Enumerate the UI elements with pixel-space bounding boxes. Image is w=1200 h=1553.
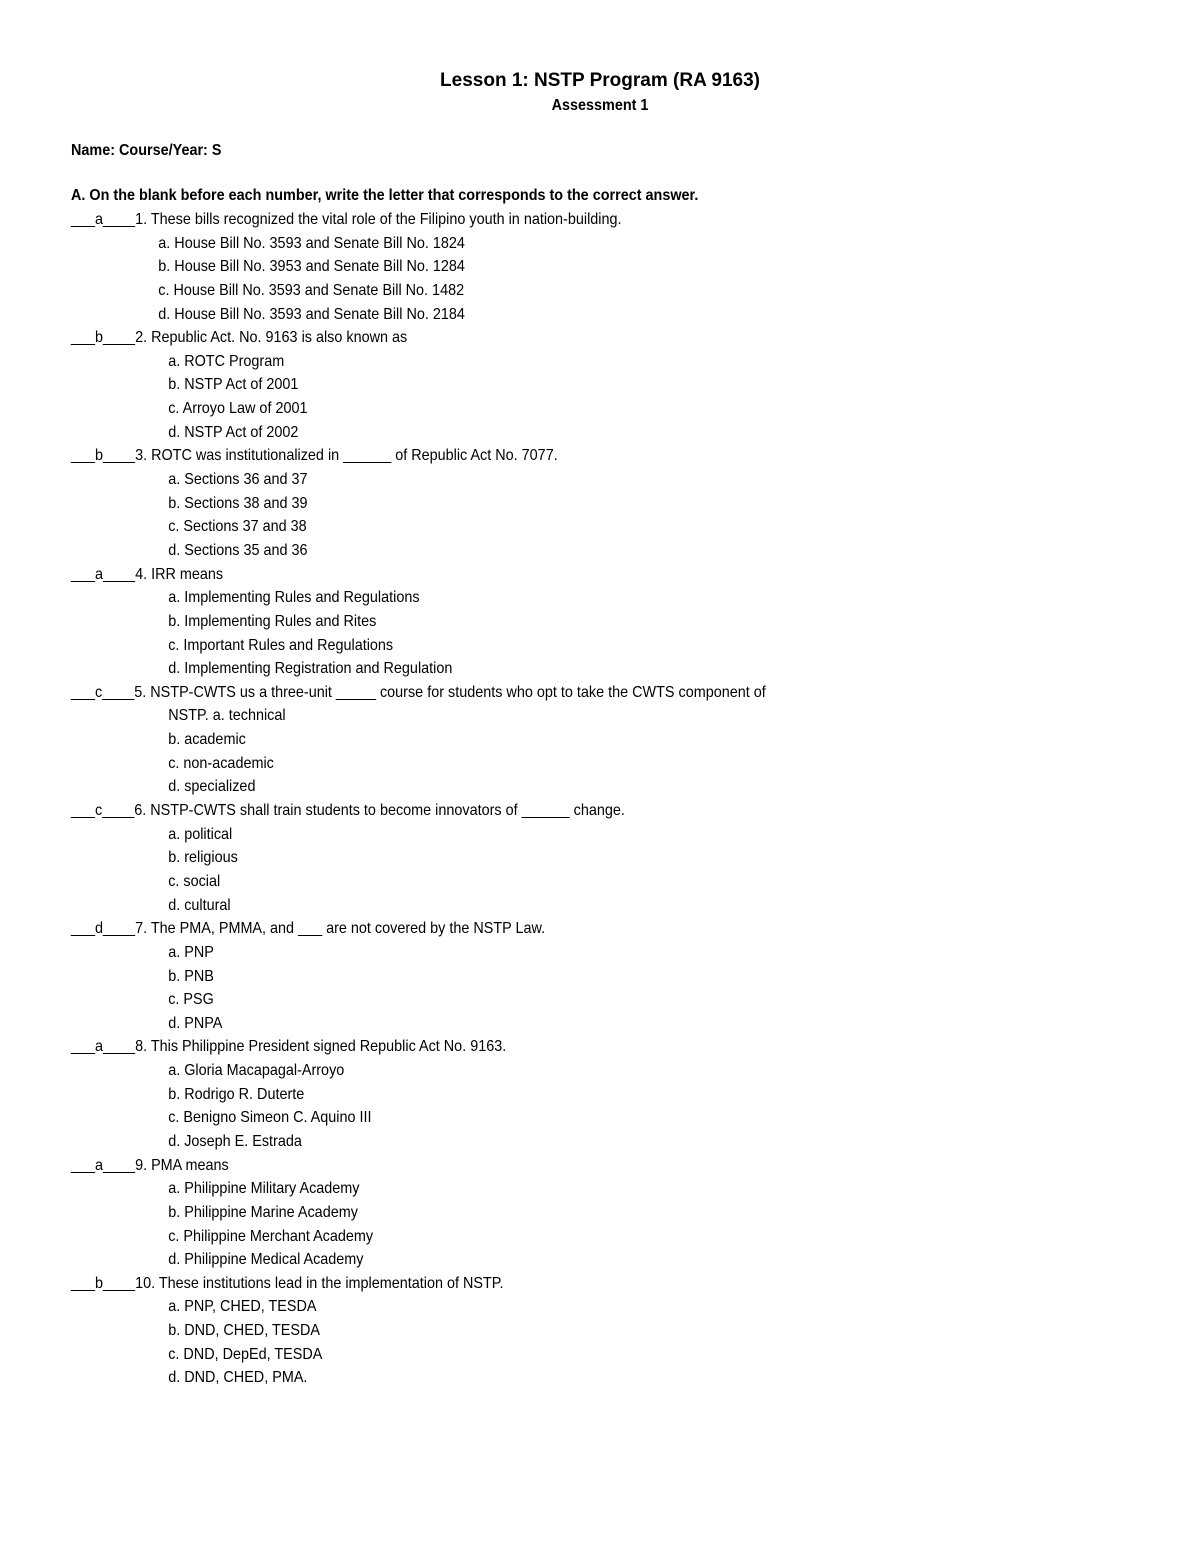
section-a-instruction: A. On the blank before each number, write the letter that corresponds to the correct answer.	[71, 187, 699, 204]
question-3	[71, 444, 1061, 468]
option-item: c. Philippine Merchant Academy	[168, 1227, 374, 1245]
answer-blank: ___b____	[71, 329, 136, 347]
question-2	[71, 326, 1061, 350]
option-item: a. political	[168, 825, 233, 843]
question-text: 4. IRR means	[135, 565, 224, 583]
question-text: 7. The PMA, PMMA, and ___ are not covered by the NSTP Law.	[135, 920, 546, 938]
option-item: d. Implementing Registration and Regulation	[168, 660, 453, 678]
page-title: Lesson 1: NSTP Program (RA 9163)	[440, 70, 760, 91]
answer-blank: ___a____	[71, 565, 136, 583]
question-text: 5. NSTP-CWTS us a three-unit _____ course for students who opt to take the CWTS component of	[134, 683, 766, 701]
option-item: b. NSTP Act of 2001	[168, 376, 299, 394]
answer-blank: ___d____	[71, 920, 136, 938]
option-item: b. PNB	[168, 967, 214, 985]
question-8	[71, 1035, 1061, 1059]
answer-blank: ___a____	[71, 1156, 136, 1174]
question-text: 10. These institutions lead in the implementation of NSTP.	[135, 1274, 504, 1292]
option-item: c. PSG	[168, 991, 214, 1009]
option-item: c. Benigno Simeon C. Aquino III	[168, 1109, 372, 1127]
question-text: 8. This Philippine President signed Republic Act No. 9163.	[135, 1038, 507, 1056]
question-text: 9. PMA means	[135, 1156, 229, 1174]
question-9	[71, 1154, 1061, 1178]
option-item: a. ROTC Program	[168, 352, 285, 370]
option-item: d. PNPA	[168, 1014, 223, 1032]
option-item: d. Philippine Medical Academy	[168, 1251, 364, 1269]
option-item: c. DND, DepEd, TESDA	[168, 1345, 323, 1363]
question-text: 1. These bills recognized the vital role of the Filipino youth in nation-building.	[135, 211, 622, 228]
question-7	[71, 917, 1061, 941]
option-item: a. PNP	[168, 943, 214, 961]
option-item: c. Arroyo Law of 2001	[168, 400, 308, 418]
option-item: a. Gloria Macapagal-Arroyo	[168, 1062, 345, 1080]
option-item: a. PNP, CHED, TESDA	[168, 1298, 317, 1316]
question-1	[71, 208, 1061, 232]
answer-blank: ___b____	[71, 447, 136, 465]
option-item: d. cultural	[168, 896, 231, 914]
question-text: 6. NSTP-CWTS shall train students to become innovators of ______ change.	[134, 802, 625, 820]
question-list	[71, 208, 1171, 1390]
answer-blank: ___b____	[71, 1274, 136, 1292]
option-item: d. House Bill No. 3593 and Senate Bill No. 2184	[158, 305, 465, 323]
option-item: d. NSTP Act of 2002	[168, 423, 299, 441]
option-item: b. Implementing Rules and Rites	[168, 612, 377, 630]
option-item: b. Rodrigo R. Duterte	[168, 1085, 305, 1103]
option-item: b. Philippine Marine Academy	[168, 1203, 358, 1221]
question-4	[71, 563, 1061, 587]
answer-blank: ___a____	[71, 211, 136, 228]
option-item: a. Implementing Rules and Regulations	[168, 589, 420, 607]
page-subtitle: Assessment 1	[551, 97, 649, 114]
option-item: c. Important Rules and Regulations	[168, 636, 394, 654]
question-10	[71, 1272, 1061, 1296]
option-item: b. DND, CHED, TESDA	[168, 1322, 320, 1340]
option-item: c. Sections 37 and 38	[168, 518, 307, 536]
option-item: b. academic	[168, 731, 246, 749]
option-item: d. Sections 35 and 36	[168, 541, 308, 559]
answer-blank: ___a____	[71, 1038, 136, 1056]
option-item: d. Joseph E. Estrada	[168, 1132, 302, 1150]
option-item: b. religious	[168, 849, 238, 867]
question-continuation: NSTP. a. technical	[168, 707, 286, 725]
option-item: a. Philippine Military Academy	[168, 1180, 360, 1198]
question-text: 3. ROTC was institutionalized in ______ of Republic Act No. 7077.	[135, 447, 558, 465]
option-item: d. DND, CHED, PMA.	[168, 1369, 308, 1387]
answer-blank: ___c____	[71, 802, 135, 820]
option-item: c. social	[168, 872, 221, 890]
option-item: a. Sections 36 and 37	[168, 471, 308, 489]
question-6	[71, 799, 1061, 823]
answer-blank: ___c____	[71, 683, 135, 701]
name-course-year-line: Name: Course/Year: S	[71, 142, 222, 159]
option-item: c. House Bill No. 3593 and Senate Bill No. 1482	[158, 281, 465, 299]
option-item: c. non-academic	[168, 754, 274, 772]
option-item: b. Sections 38 and 39	[168, 494, 308, 512]
option-item: b. House Bill No. 3953 and Senate Bill No. 1284	[158, 258, 465, 276]
option-item: d. specialized	[168, 778, 256, 796]
option-item: a. House Bill No. 3593 and Senate Bill No. 1824	[158, 234, 465, 252]
question-5	[71, 681, 1061, 705]
question-text: 2. Republic Act. No. 9163 is also known as	[135, 329, 408, 347]
